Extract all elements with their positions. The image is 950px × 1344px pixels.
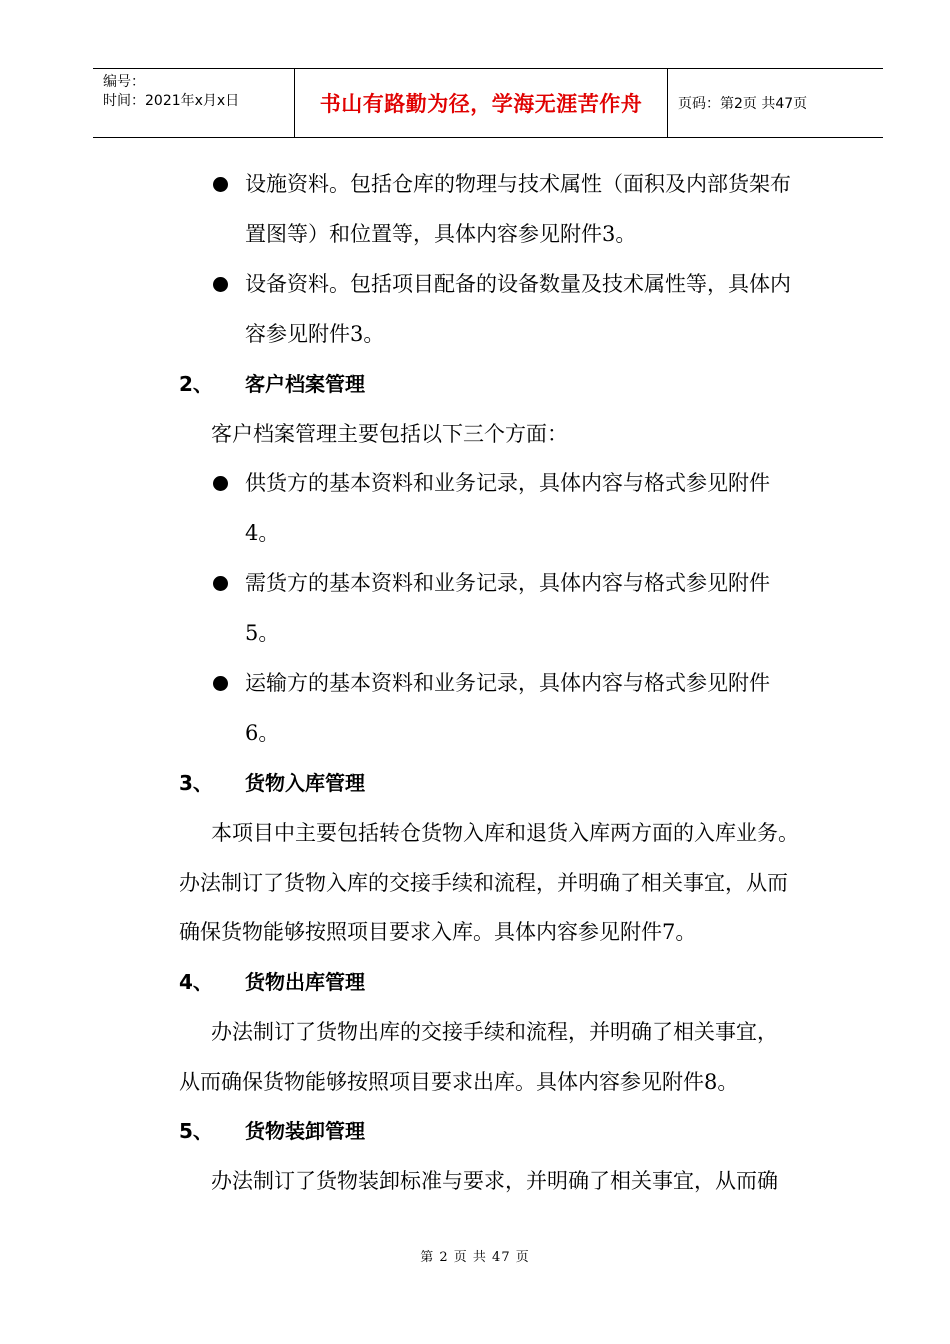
bullet-text: 设施资料。包括仓库的物理与技术属性（面积及内部货架布: [245, 172, 791, 196]
paragraph-line: 办法制订了货物入库的交接手续和流程，并明确了相关事宜，从而: [179, 871, 788, 895]
paragraph-line: 从而确保货物能够按照项目要求出库。具体内容参见附件8。: [179, 1070, 739, 1094]
bullet-text: 需货方的基本资料和业务记录，具体内容与格式参见附件: [245, 571, 770, 595]
section-number: 2、: [179, 372, 213, 396]
bullet-text: 供货方的基本资料和业务记录，具体内容与格式参见附件: [245, 471, 770, 495]
paragraph-line: 办法制订了货物装卸标准与要求，并明确了相关事宜，从而确: [211, 1169, 778, 1193]
page-footer: 第 2 页 共 47 页: [420, 1250, 530, 1265]
section-heading: 货物装卸管理: [245, 1119, 365, 1143]
bullet-text-continued: 6。: [245, 721, 280, 745]
document-number-label: 编号：: [103, 74, 145, 90]
header-motto: 书山有路勤为径，学海无涯苦作舟: [295, 69, 668, 137]
section-heading: 货物出库管理: [245, 970, 365, 994]
paragraph-line: 本项目中主要包括转仓货物入库和退货入库两方面的入库业务。: [211, 821, 799, 845]
bullet-dot: [213, 676, 228, 691]
paragraph-line: 确保货物能够按照项目要求入库。具体内容参见附件7。: [179, 920, 697, 944]
paragraph-line: 办法制订了货物出库的交接手续和流程，并明确了相关事宜，: [211, 1020, 778, 1044]
paragraph-line: 客户档案管理主要包括以下三个方面：: [211, 422, 568, 446]
section-heading: 货物入库管理: [245, 771, 365, 795]
bullet-text-continued: 4。: [245, 521, 280, 545]
document-time-label: 时间：2021年x月x日: [103, 93, 240, 109]
section-number: 4、: [179, 970, 213, 994]
bullet-text-continued: 置图等）和位置等，具体内容参见附件3。: [245, 222, 637, 246]
bullet-dot: [213, 177, 228, 192]
section-heading: 客户档案管理: [245, 372, 365, 396]
bullet-text: 设备资料。包括项目配备的设备数量及技术属性等，具体内: [245, 272, 791, 296]
bullet-text-continued: 5。: [245, 621, 280, 645]
header-meta-cell: [93, 69, 295, 137]
section-number: 5、: [179, 1119, 213, 1143]
section-number: 3、: [179, 771, 213, 795]
bullet-dot: [213, 476, 228, 491]
bullet-dot: [213, 277, 228, 292]
bullet-text: 运输方的基本资料和业务记录，具体内容与格式参见附件: [245, 671, 770, 695]
bullet-text-continued: 容参见附件3。: [245, 322, 385, 346]
page-header: [93, 68, 883, 138]
header-page-info: 页码：第2页 共47页: [678, 96, 808, 112]
bullet-dot: [213, 576, 228, 591]
